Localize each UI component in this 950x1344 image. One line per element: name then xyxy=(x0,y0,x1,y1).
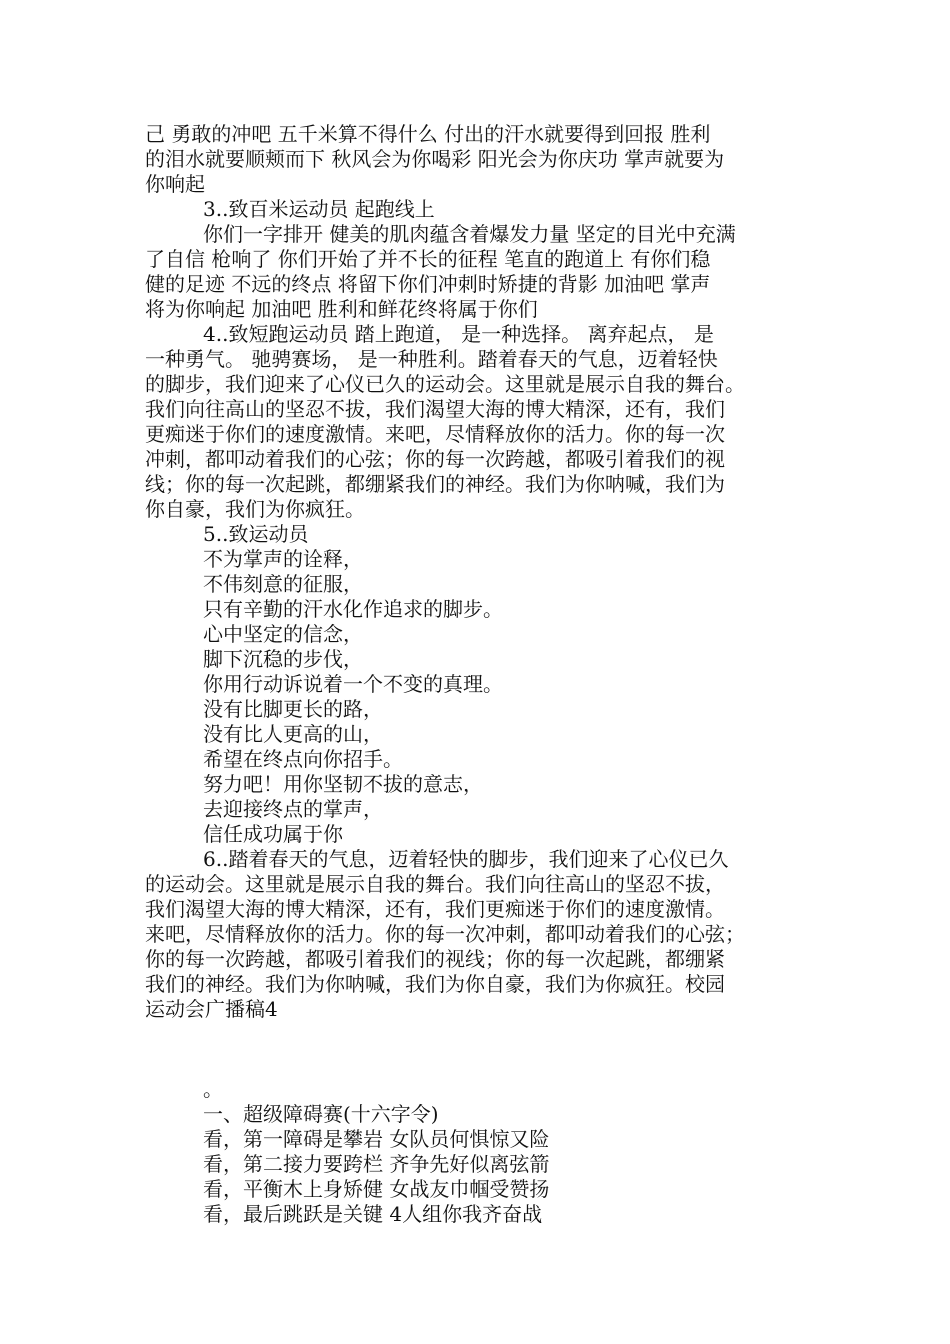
text-line: 我们的神经。我们为你呐喊，我们为你自豪，我们为你疯狂。校园 xyxy=(145,972,725,996)
text-line: 希望在终点向你招手。 xyxy=(203,747,403,771)
text-line: 看，最后跳跃是关键 4人组你我齐奋战 xyxy=(203,1202,543,1226)
text-line: 没有比人更高的山， xyxy=(203,722,383,746)
text-line: 了自信 枪响了 你们开始了并不长的征程 笔直的跑道上 有你们稳 xyxy=(145,247,711,271)
text-line: 脚下沉稳的步伐， xyxy=(203,647,363,671)
text-line: 。 xyxy=(203,1077,223,1101)
text-line: 冲刺，都叩动着我们的心弦；你的每一次跨越，都吸引着我们的视 xyxy=(145,447,725,471)
text-line: 看，平衡木上身矫健 女战友巾帼受赞扬 xyxy=(203,1177,550,1201)
text-line: 看，第一障碍是攀岩 女队员何惧惊又险 xyxy=(203,1127,550,1151)
text-line: 4..致短跑运动员 踏上跑道， 是一种选择。 离弃起点， 是 xyxy=(203,322,714,346)
text-line: 你用行动诉说着一个不变的真理。 xyxy=(203,672,503,696)
text-line: 不伟刻意的征服， xyxy=(203,572,363,596)
text-line: 我们向往高山的坚忍不拔，我们渴望大海的博大精深，还有，我们 xyxy=(145,397,725,421)
text-line: 将为你响起 加油吧 胜利和鲜花终将属于你们 xyxy=(145,297,538,321)
text-line: 你的每一次跨越，都吸引着我们的视线；你的每一次起跳，都绷紧 xyxy=(145,947,725,971)
text-line: 来吧，尽情释放你的活力。你的每一次冲刺，都叩动着我们的心弦； xyxy=(145,922,745,946)
text-line: 去迎接终点的掌声， xyxy=(203,797,383,821)
text-line: 你自豪，我们为你疯狂。 xyxy=(145,497,365,521)
text-line: 线；你的每一次起跳，都绷紧我们的神经。我们为你呐喊，我们为 xyxy=(145,472,725,496)
text-line: 5..致运动员 xyxy=(203,522,309,546)
text-line: 的泪水就要顺颊而下 秋风会为你喝彩 阳光会为你庆功 掌声就要为 xyxy=(145,147,725,171)
text-line: 一种勇气。 驰骋赛场， 是一种胜利。踏着春天的气息，迈着轻快 xyxy=(145,347,718,371)
text-line: 运动会广播稿4 xyxy=(145,997,278,1021)
text-line: 更痴迷于你们的速度激情。来吧，尽情释放你的活力。你的每一次 xyxy=(145,422,725,446)
text-line: 只有辛勤的汗水化作追求的脚步。 xyxy=(203,597,503,621)
text-line: 不为掌声的诠释， xyxy=(203,547,363,571)
text-line: 没有比脚更长的路， xyxy=(203,697,383,721)
text-line: 3..致百米运动员 起跑线上 xyxy=(203,197,435,221)
text-line: 己 勇敢的冲吧 五千米算不得什么 付出的汗水就要得到回报 胜利 xyxy=(145,122,711,146)
text-line: 努力吧！用你坚韧不拔的意志， xyxy=(203,772,483,796)
paragraph-gap xyxy=(145,1022,815,1077)
text-line: 我们渴望大海的博大精深，还有，我们更痴迷于你们的速度激情。 xyxy=(145,897,725,921)
text-line: 信任成功属于你 xyxy=(203,822,343,846)
text-line: 的脚步，我们迎来了心仪已久的运动会。这里就是展示自我的舞台。 xyxy=(145,372,745,396)
document-body xyxy=(145,122,815,1227)
text-line: 心中坚定的信念， xyxy=(203,622,363,646)
text-line: 一、超级障碍赛(十六字令) xyxy=(203,1102,439,1126)
text-line: 你们一字排开 健美的肌肉蕴含着爆发力量 坚定的目光中充满 xyxy=(203,222,736,246)
text-line: 6..踏着春天的气息，迈着轻快的脚步，我们迎来了心仪已久 xyxy=(203,847,729,871)
text-line: 看，第二接力要跨栏 齐争先好似离弦箭 xyxy=(203,1152,550,1176)
text-line: 的运动会。这里就是展示自我的舞台。我们向往高山的坚忍不拔， xyxy=(145,872,725,896)
text-line: 健的足迹 不远的终点 将留下你们冲刺时矫捷的背影 加油吧 掌声 xyxy=(145,272,711,296)
text-line: 你响起 xyxy=(145,172,205,196)
